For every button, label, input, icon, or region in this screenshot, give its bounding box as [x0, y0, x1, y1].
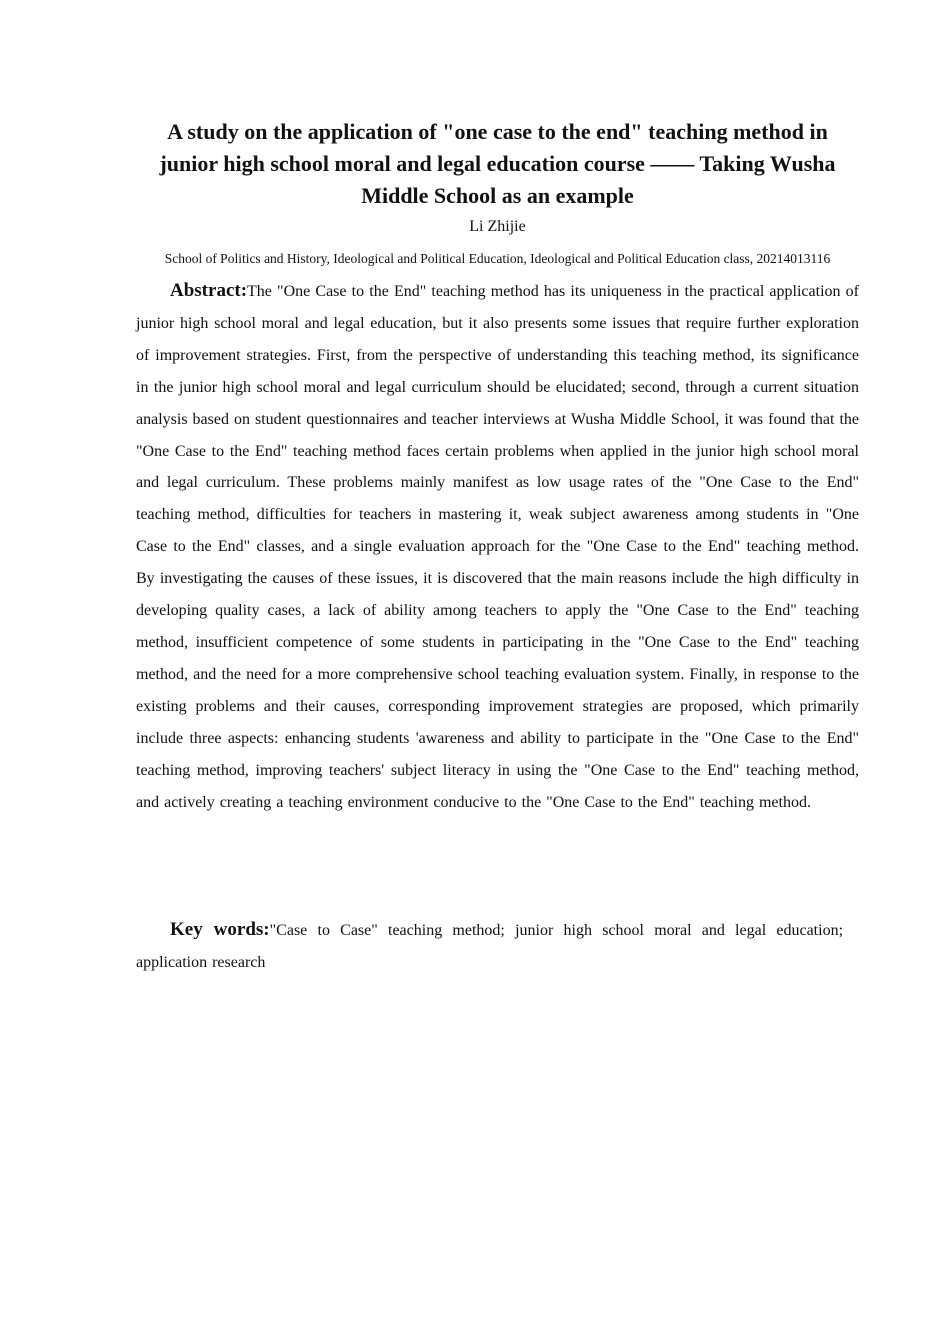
- abstract-label: Abstract:: [170, 280, 248, 301]
- paper-title: A study on the application of "one case to the end" teaching method in junior high school moral and legal education course —— Taking Wusha Middle School as an example: [159, 119, 836, 208]
- abstract-text: The "One Case to the End" teaching method has its uniqueness in the practical application of junior high school moral and legal education, but it also presents some issues that require further exploration of improvement strategies. First, from the perspective of understanding this teaching method, its significance in the junior high school moral and legal curriculum should be elucidated; second, through a current situation analysis based on student questionnaires and teacher interviews at Wusha Middle School, it was found that the "One Case to the End" teaching method faces certain problems when applied in the junior high school moral and legal curriculum. These problems mainly manifest as low usage rates of the "One Case to the End" teaching method, difficulties for teachers in mastering it, weak subject awareness among students in "One Case to the End" classes, and a single evaluation approach for the "One Case to the End" teaching method. By investigating the causes of these issues, it is discovered that the main reasons include the high difficulty in developing quality cases, a lack of ability among teachers to apply the "One Case to the End" teaching method, insufficient competence of some students in participating in the "One Case to the End" teaching method, and the need for a more comprehensive school teaching evaluation system. Finally, in response to the existing problems and their causes, corresponding improvement strategies are proposed, which primarily include three aspects: enhancing students 'awareness and ability to participate in the "One Case to the End" teaching method, improving teachers' subject literacy in using the "One Case to the End" teaching method, and actively creating a teaching environment conducive to the "One Case to the End" teaching method.: [136, 283, 859, 811]
- keywords-label: Key words:: [170, 919, 270, 940]
- keywords-text: "Case to Case" teaching method; junior high school moral and legal education; application research: [136, 922, 844, 971]
- author-name: Li Zhijie: [469, 218, 526, 235]
- abstract-paragraph: [136, 275, 859, 818]
- author-affiliation: School of Politics and History, Ideological and Political Education, Ideological and Political Education class, 20214013116: [164, 251, 831, 266]
- keywords-paragraph: [136, 914, 843, 978]
